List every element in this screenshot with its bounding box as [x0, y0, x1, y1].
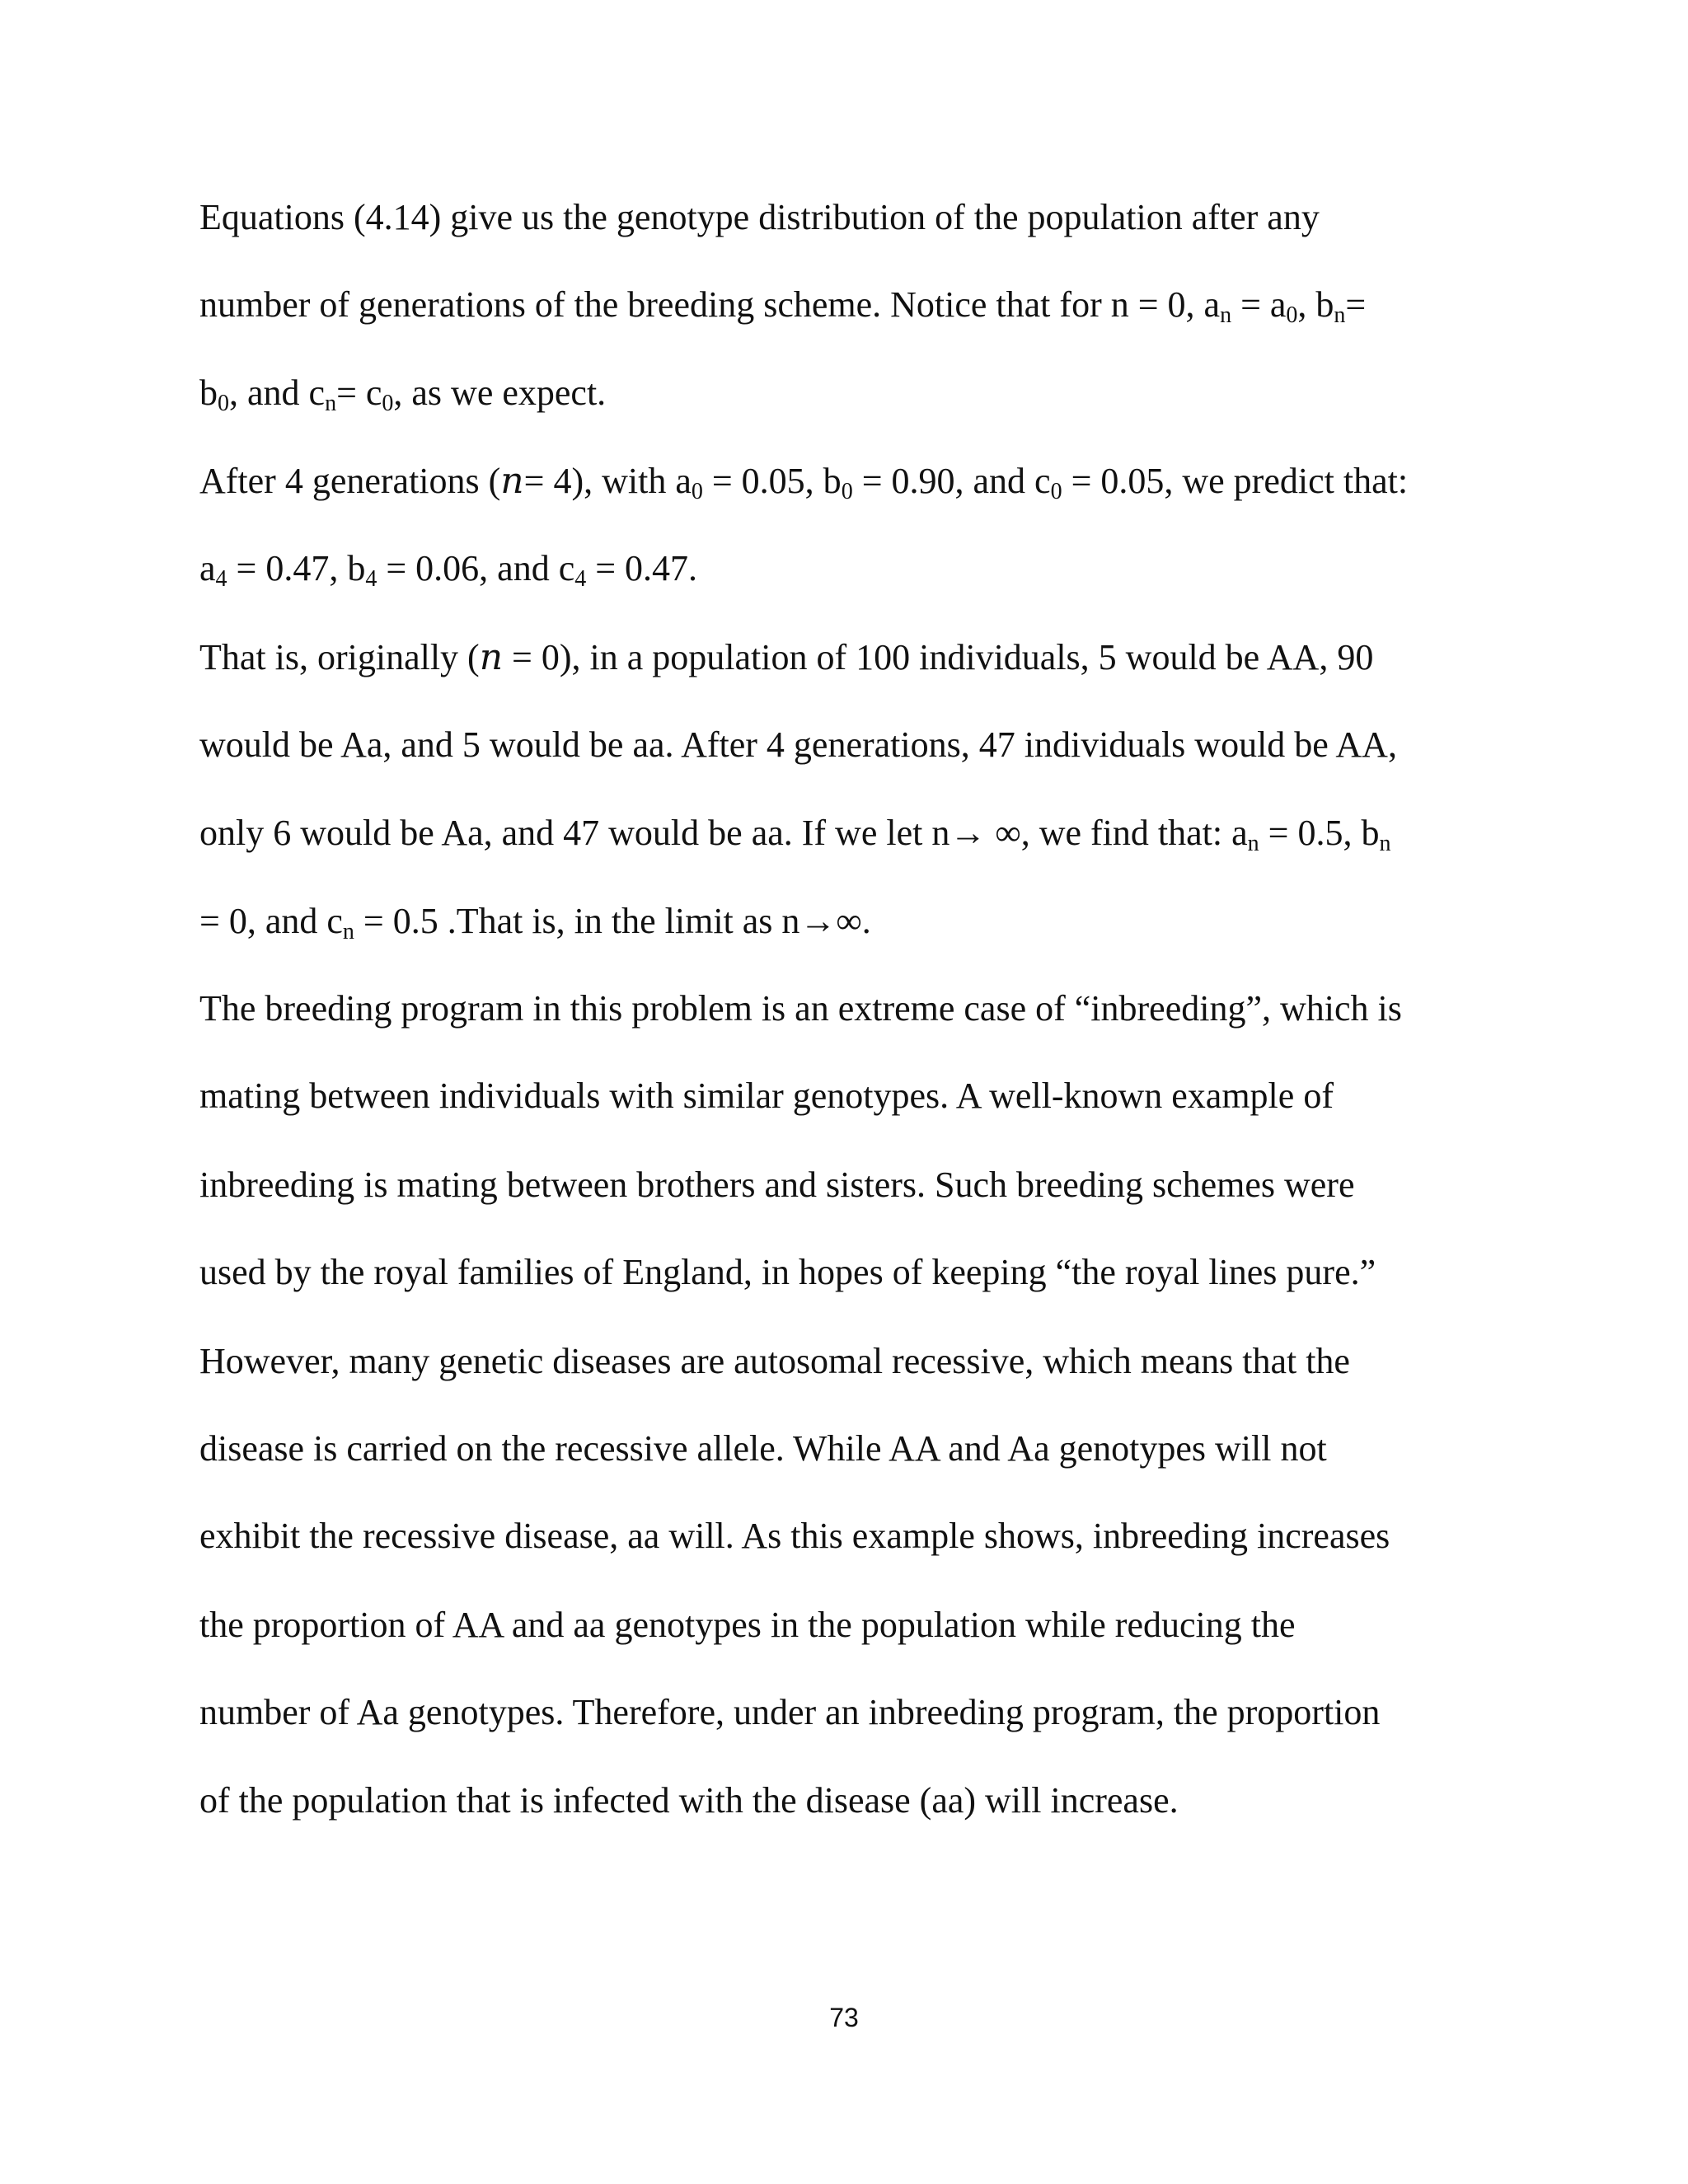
- subscript: 4: [365, 566, 377, 592]
- text-run: would be Aa, and 5 would be aa. After 4 generations, 47 individuals would be AA,: [199, 724, 1397, 765]
- text-line: [199, 898, 871, 944]
- text-run: used by the royal families of England, in hopes of keeping “the royal lines pure.”: [199, 1252, 1376, 1292]
- text-line: [199, 194, 1320, 241]
- text-run: a: [199, 548, 216, 588]
- text-run: = a: [1231, 284, 1287, 325]
- text-run: number of Aa genotypes. Therefore, under an inbreeding program, the proportion: [199, 1692, 1381, 1732]
- text-run: mating between individuals with similar genotypes. A well-known example of: [199, 1076, 1334, 1116]
- text-line: [199, 1249, 1376, 1296]
- text-line: [199, 1778, 1179, 1824]
- text-line: [199, 810, 1390, 856]
- text-line: [199, 1690, 1380, 1736]
- text-run: = 0.47.: [586, 548, 698, 588]
- text-run: = 0.06, and c: [377, 548, 575, 588]
- text-run: After 4 generations (𝑛= 4), with a: [199, 461, 692, 501]
- text-line: [199, 986, 1402, 1032]
- text-run: = c: [336, 373, 382, 413]
- text-run: disease is carried on the recessive allele. While AA and Aa genotypes will not: [199, 1428, 1327, 1469]
- subscript: 0: [1050, 479, 1062, 504]
- subscript: n: [342, 919, 354, 944]
- text-run: of the population that is infected with the disease (aa) will increase.: [199, 1780, 1179, 1821]
- text-run: = 0, and c: [199, 901, 343, 941]
- subscript: n: [1220, 302, 1232, 328]
- text-run: = 0.5 .That is, in the limit as n→∞.: [354, 901, 871, 941]
- text-run: That is, originally (𝑛 = 0), in a population of 100 individuals, 5 would be AA, 90: [199, 637, 1374, 677]
- subscript: 0: [841, 479, 853, 504]
- text-run: exhibit the recessive disease, aa will. As this example shows, inbreeding increases: [199, 1516, 1390, 1556]
- text-run: , as we expect.: [393, 373, 607, 413]
- text-run: Equations (4.14) give us the genotype distribution of the population after any: [199, 197, 1320, 237]
- text-line: [199, 722, 1397, 768]
- text-line: [199, 1426, 1327, 1472]
- subscript: n: [325, 391, 337, 416]
- subscript: n: [1334, 302, 1346, 328]
- text-line: [199, 1602, 1295, 1648]
- text-run: b: [199, 373, 218, 413]
- text-line: [199, 1338, 1350, 1385]
- text-run: = 0.05, b: [702, 461, 842, 501]
- subscript: 4: [574, 566, 587, 592]
- text-line: [199, 1073, 1334, 1119]
- subscript: 0: [382, 391, 394, 416]
- text-line: [199, 635, 1373, 681]
- text-run: , and c: [229, 373, 326, 413]
- text-line: [199, 1162, 1355, 1208]
- subscript: 4: [215, 566, 227, 592]
- text-run: number of generations of the breeding scheme. Notice that for n = 0, a: [199, 284, 1221, 325]
- subscript: 0: [1286, 302, 1298, 328]
- text-run: However, many genetic diseases are autosomal recessive, which means that the: [199, 1341, 1350, 1381]
- text-line: [199, 1513, 1390, 1559]
- text-run: , b: [1297, 284, 1334, 325]
- text-run: = 0.47, b: [227, 548, 366, 588]
- text-run: = 0.90, and c: [852, 461, 1051, 501]
- text-run: =: [1345, 284, 1367, 325]
- text-run: inbreeding is mating between brothers and sisters. Such breeding schemes were: [199, 1165, 1355, 1205]
- subscript: 0: [218, 391, 229, 416]
- subscript: n: [1247, 831, 1259, 856]
- subscript: 0: [691, 479, 703, 504]
- text-line: [199, 546, 697, 592]
- text-run: = 0.5, b: [1259, 813, 1380, 853]
- text-line: [199, 282, 1366, 328]
- text-line: [199, 370, 606, 416]
- text-run: the proportion of AA and aa genotypes in the population while reducing the: [199, 1605, 1296, 1645]
- page-number: 73: [829, 2003, 859, 2032]
- text-run: only 6 would be Aa, and 47 would be aa. If we let n→ ∞, we find that: a: [199, 813, 1248, 853]
- subscript: n: [1379, 831, 1391, 856]
- text-line: [199, 458, 1408, 504]
- text-run: The breeding program in this problem is an extreme case of “inbreeding”, which is: [199, 988, 1402, 1029]
- text-run: = 0.05, we predict that:: [1062, 461, 1409, 501]
